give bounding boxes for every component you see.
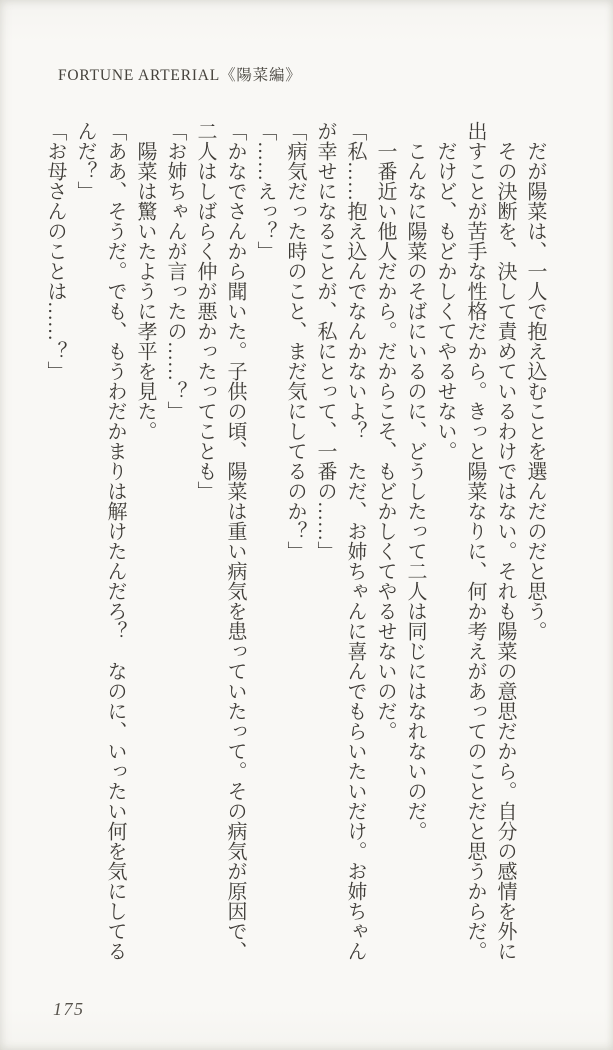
text-column: 二人はしばらく仲が悪かったってことも」 [194, 121, 216, 501]
text-column: 一番近い他人だから。だからこそ、もどかしくてやるせないのだ。 [374, 121, 396, 741]
page-number: 175 [53, 999, 85, 1019]
text-column: 「お母さんのことは……？」 [44, 121, 66, 381]
text-column: こんなに陽菜のそばにいるのに、どうしたって二人は同じにはなれないのだ。 [404, 121, 426, 841]
text-column: 陽菜は驚いたように孝平を見た。 [134, 121, 156, 441]
text-column: 「ああ、そうだ。でも、もうわだかまりは解けたんだろ？ なのに、いったい何を気にしてる [104, 121, 126, 961]
text-column: んだ？」 [74, 121, 96, 201]
body-text [40, 121, 550, 969]
text-column: 「お姉ちゃんが言ったの……？」 [164, 121, 186, 421]
text-column: 「……えっ？」 [254, 121, 276, 261]
text-column: 「私……抱え込んでなんかないよ？ ただ、お姉ちゃんに喜んでもらいたいだけ。お姉ちゃん [344, 121, 366, 961]
text-column: だが陽菜は、一人で抱え込むことを選んだのだと思う。 [524, 121, 546, 641]
text-column: だけど、もどかしくてやるせない。 [434, 121, 456, 461]
text-column: 出すことが苦手な性格だから。きっと陽菜なりに、何か考えがあってのことだと思うからだ。 [464, 121, 486, 961]
text-column: 「かなでさんから聞いた。子供の頃、陽菜は重い病気を患っていたって。その病気が原因で、 [224, 121, 246, 961]
text-column: が幸せになることが、私にとって、一番の……」 [314, 121, 336, 561]
running-header: FORTUNE ARTERIAL《陽菜編》 [58, 67, 302, 84]
text-column: その決断を、決して責めているわけではない。それも陽菜の意思だから。自分の感情を外に [494, 121, 516, 961]
text-column: 「病気だった時のこと、まだ気にしてるのか？」 [284, 121, 306, 561]
